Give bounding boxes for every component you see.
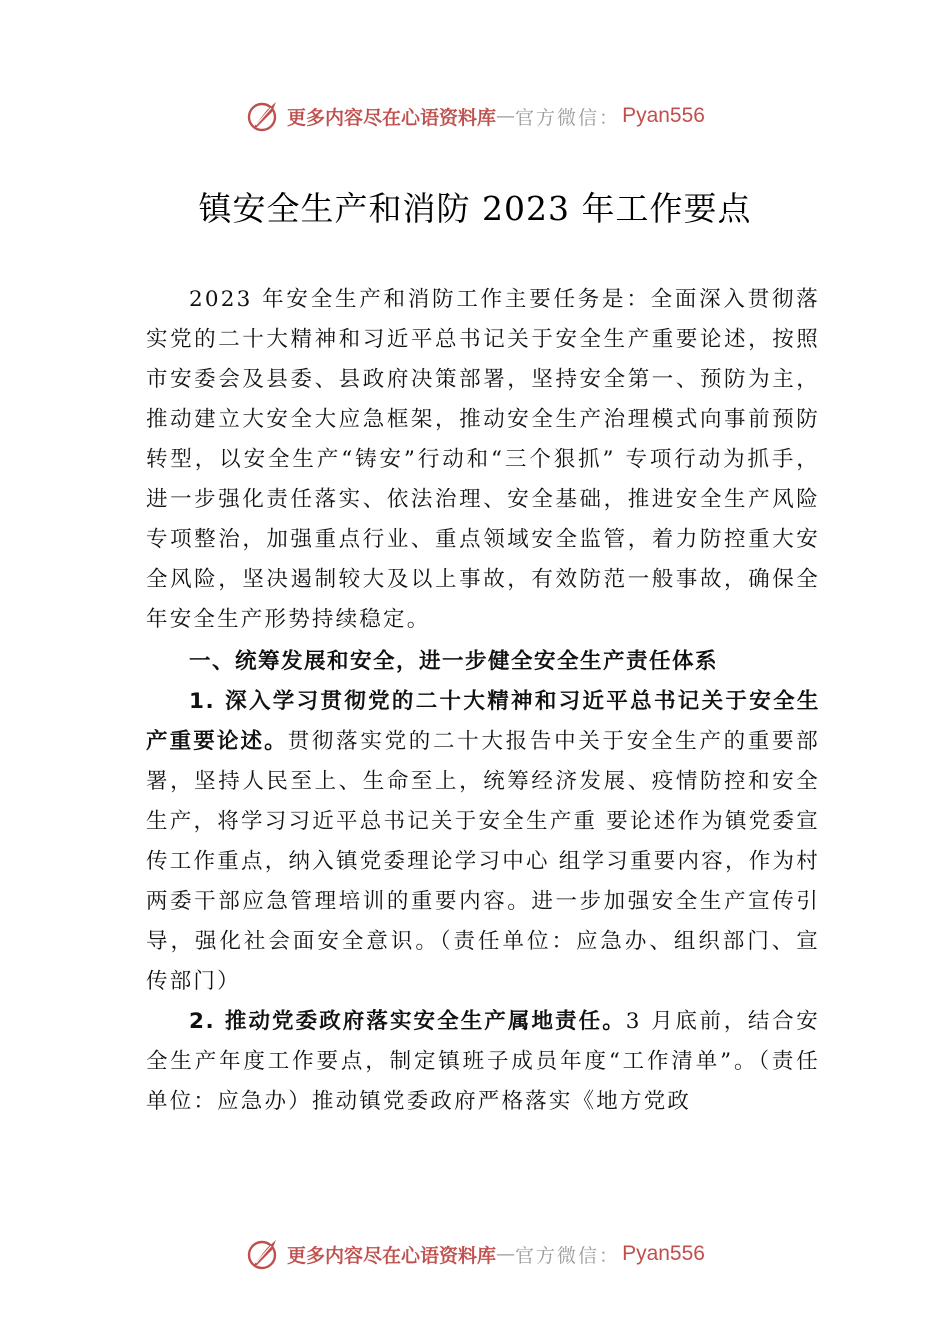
watermark-separator: — [496, 1243, 516, 1265]
item-2-title: 2. 推动党委政府落实安全生产属地责任。 [189, 1009, 626, 1034]
quill-pen-logo-icon [245, 1236, 281, 1272]
watermark-label: 官方微信： [515, 106, 621, 129]
intro-paragraph: 2023 年安全生产和消防工作主要任务是：全面深入贯彻落实党的二十大精神和习近平总书记关于安全生产重要论述，按照市安委会及县委、县政府决策部署，坚持安全第一、预防为主，推动建立大安全大应急框架，推动安全生产治理模式向事前预防转型，以安全生产“铸安”行动和“三个狠抓” 专项行动为抓手，进一步强化责任落实、依法治理、安全基础，推进安全生产风险专项整治，加强重点行业、重点领域安全监管，着力防控重大安全风险，坚决遏制较大及以上事故，有效防范一般事故，确保全年安全生产形势持续稳定。 [146, 287, 820, 632]
item-1-title: 1. 深入学习贯彻党的二十大精神和习近平总书记关于安全生产重要论述。 [146, 689, 820, 754]
item-1-paragraph [146, 682, 820, 1002]
document-body [146, 280, 820, 1122]
watermark-wechat-id: Pyan556 [622, 1242, 705, 1265]
item-2-body: 3 月底前，结合安全生产年度工作要点，制定镇班子成员年度“工作清单”。（责任单位：应急办）推动镇党委政府严格落实《地方党政 [146, 1009, 820, 1114]
watermark-brand: 更多内容尽在心语资料库 [287, 1244, 497, 1267]
footer-watermark [0, 1234, 950, 1274]
watermark-wechat-id: Pyan556 [622, 104, 705, 127]
watermark-label: 官方微信： [515, 1244, 621, 1267]
section-heading-1: 一、统筹发展和安全，进一步健全安全生产责任体系 [189, 649, 719, 674]
watermark-separator: — [496, 105, 516, 127]
document-title: 镇安全生产和消防 2023 年工作要点 [198, 189, 752, 228]
header-watermark [0, 96, 950, 136]
item-1-body: 贯彻落实党的二十大报告中关于安全生产的重要部署，坚持人民至上、生命至上，统筹经济发展、疫情防控和安全生产，将学习习近平总书记关于安全生产重 要论述作为镇党委宣传工作重点，纳入镇党委理论学习中心 组学习重要内容，作为村两委干部应急管理培训的重要内容。进一步加强安全生产宣传引导，强化社会面安全意识。（责任单位：应急办、组织部门、宣传部门） [146, 729, 820, 994]
watermark-brand: 更多内容尽在心语资料库 [287, 106, 497, 129]
item-2-paragraph [146, 1002, 820, 1122]
quill-pen-logo-icon [245, 98, 281, 134]
